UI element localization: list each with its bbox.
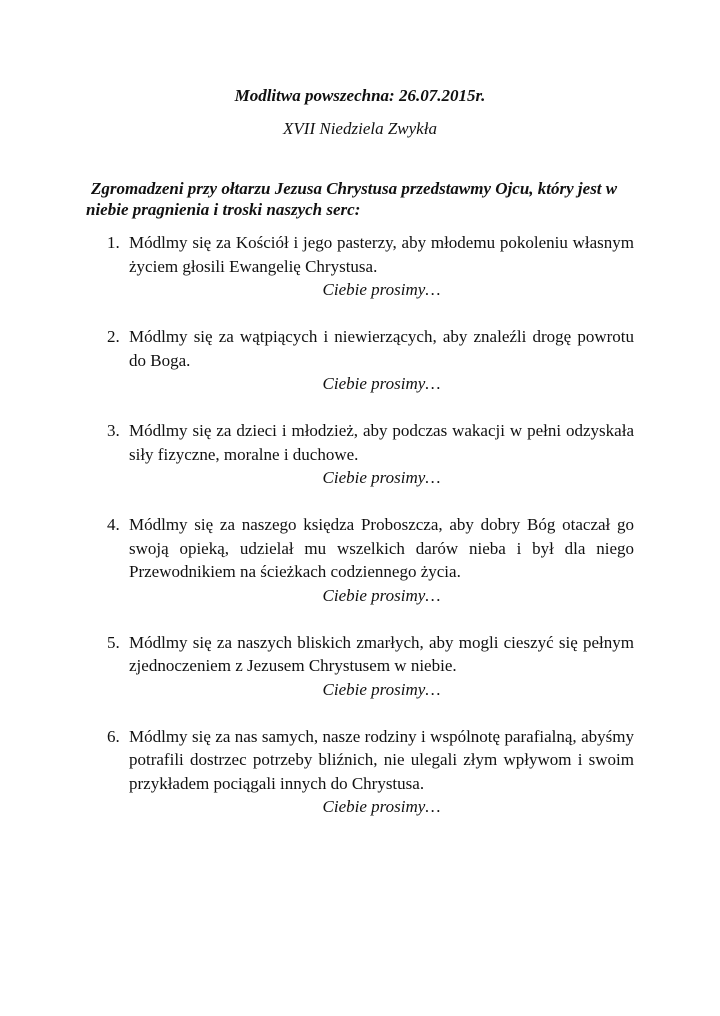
intention-number: 4.	[107, 515, 120, 534]
intention-number: 1.	[107, 233, 120, 252]
intention-response: Ciebie prosimy…	[322, 468, 441, 487]
intention-number: 3.	[107, 421, 120, 440]
document-title: Modlitwa powszechna: 26.07.2015r.	[234, 86, 486, 105]
intro-paragraph: Zgromadzeni przy ołtarzu Jezusa Chrystusa przedstawmy Ojcu, który jest w niebie pragnienia i troski naszych serc:	[86, 179, 618, 219]
intention-text: Módlmy się za wątpiących i niewierzących, aby znaleźli drogę powrotu do Boga.	[129, 327, 634, 370]
intention-number: 6.	[107, 726, 120, 746]
intention-response: Ciebie prosimy…	[322, 280, 441, 299]
intention-item	[107, 631, 634, 725]
intention-item	[107, 231, 634, 325]
intention-number: 2.	[107, 327, 120, 346]
intention-text: Módlmy się za Kościół i jego pasterzy, aby młodemu pokoleniu własnym życiem głosili Ewangelię Chrystusa.	[129, 233, 634, 276]
intention-item	[107, 419, 634, 513]
intention-item	[107, 325, 634, 419]
intention-text: Módlmy się za dzieci i młodzież, aby podczas wakacji w pełni odzyskała siły fizyczne, moralne i duchowe.	[129, 421, 634, 464]
intentions-list	[107, 231, 634, 819]
document-subtitle: XVII Niedziela Zwykła	[283, 119, 437, 138]
intention-response: Ciebie prosimy…	[322, 374, 441, 393]
intention-response: Ciebie prosimy…	[322, 797, 441, 816]
intention-response: Ciebie prosimy…	[322, 585, 441, 605]
intention-item	[107, 725, 634, 819]
intention-item	[107, 513, 634, 631]
intention-text: Módlmy się za naszego księdza Proboszcza, aby dobry Bóg otaczał go swoją opieką, udzielał mu wszelkich darów nieba i był dla niego Przewodnikiem na ścieżkach codziennego życia.	[129, 515, 634, 581]
intention-text: Módlmy się za nas samych, nasze rodziny i wspólnotę parafialną, abyśmy potrafili dostrzec potrzeby bliźnich, nie ulegali złym wpływom i swoim przykładem pociągali innych do Chrystusa.	[129, 726, 634, 793]
intention-response: Ciebie prosimy…	[322, 679, 441, 699]
intention-number: 5.	[107, 632, 120, 652]
intention-text: Módlmy się za naszych bliskich zmarłych, aby mogli cieszyć się pełnym zjednoczeniem z Jezusem Chrystusem w niebie.	[129, 632, 634, 675]
